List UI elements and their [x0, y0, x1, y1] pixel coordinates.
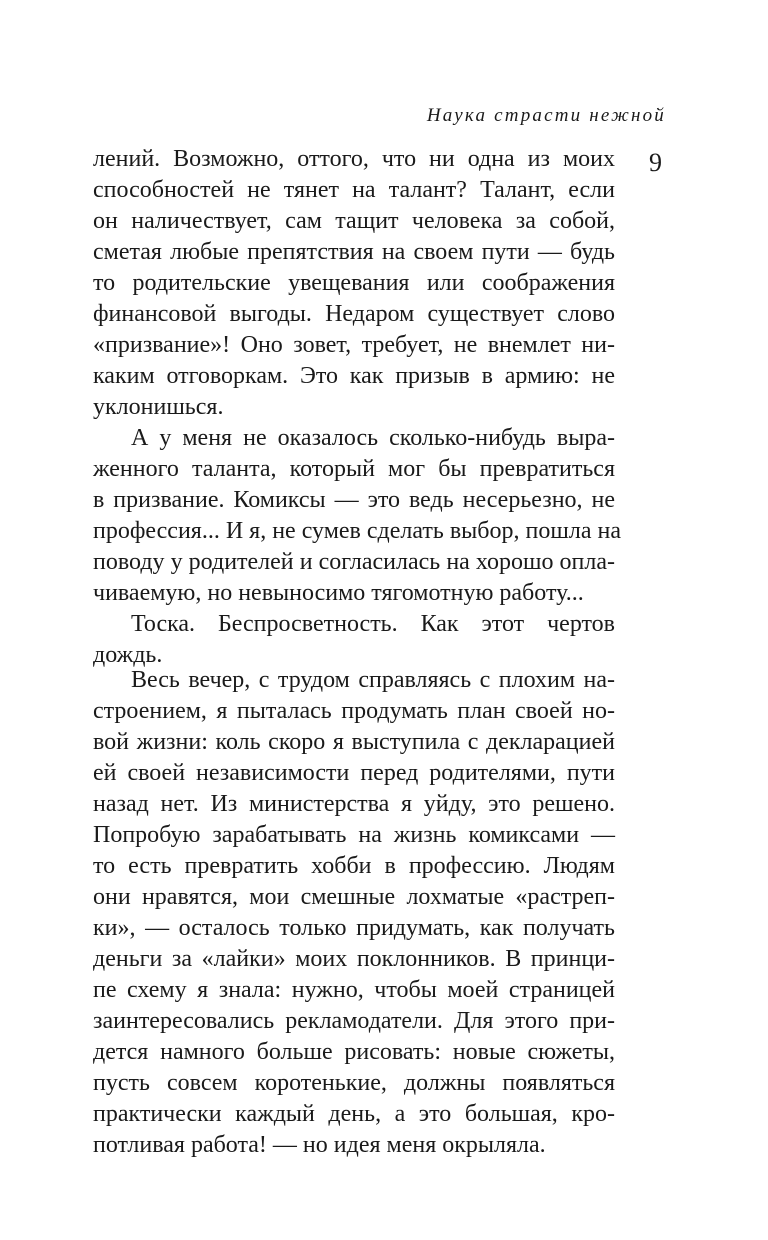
text-line: Попробую зарабатывать на жизнь комиксами —	[93, 822, 615, 848]
text-section-2	[93, 665, 615, 1161]
text-line: пусть совсем коротенькие, должны появляться	[93, 1070, 615, 1096]
text-section-1	[93, 144, 621, 671]
text-line: способностей не тянет на талант? Талант, если	[93, 177, 615, 203]
paragraph-start: А у меня не оказалось сколько-нибудь выра-	[131, 425, 615, 451]
text-line: лений. Возможно, оттого, что ни одна из моих	[93, 146, 615, 172]
text-line: профессия... И я, не сумев сделать выбор, пошла на	[93, 518, 621, 544]
text-line: ей своей независимости перед родителями, пути	[93, 760, 615, 786]
text-line: дется намного больше рисовать: новые сюжеты,	[93, 1039, 615, 1065]
text-line: чиваемую, но невыносимо тягомотную работу...	[93, 580, 584, 606]
text-line: деньги за «лайки» моих поклонников. В принци-	[93, 946, 615, 972]
text-line: каким отговоркам. Это как призыв в армию: не	[93, 363, 615, 389]
text-line: потливая работа! — но идея меня окрыляла.	[93, 1132, 546, 1158]
text-line: он наличествует, сам тащит человека за собой,	[93, 208, 615, 234]
text-line: практически каждый день, а это большая, кро-	[93, 1101, 615, 1127]
text-line: «призвание»! Оно зовет, требует, не внемлет ни-	[93, 332, 615, 358]
text-line: строением, я пыталась продумать план своей но-	[93, 698, 615, 724]
text-line: то родительские увещевания или соображения	[93, 270, 615, 296]
text-line: они нравятся, мои смешные лохматые «растреп-	[93, 884, 615, 910]
page-number: 9	[649, 148, 662, 177]
text-line: в призвание. Комиксы — это ведь несерьезно, не	[93, 487, 615, 513]
text-line: то есть превратить хобби в профессию. Людям	[93, 853, 615, 879]
text-line: ки», — осталось только придумать, как получать	[93, 915, 615, 941]
text-line: поводу у родителей и согласилась на хорошо опла-	[93, 549, 615, 575]
running-header: Наука страсти нежной	[426, 105, 666, 126]
paragraph-start: Тоска. Беспросветность. Как этот чертов	[131, 611, 615, 637]
text-line: вой жизни: коль скоро я выступила с декларацией	[93, 729, 615, 755]
text-line: финансовой выгоды. Недаром существует слово	[93, 301, 615, 327]
text-line: дождь.	[93, 642, 163, 668]
text-line: сметая любые препятствия на своем пути — будь	[93, 239, 615, 265]
text-line: назад нет. Из министерства я уйду, это решено.	[93, 791, 615, 817]
text-line: пе схему я знала: нужно, чтобы моей страницей	[93, 977, 615, 1003]
text-line: уклонишься.	[93, 394, 224, 420]
text-line: заинтересовались рекламодатели. Для этого при-	[93, 1008, 615, 1034]
text-line: женного таланта, который мог бы превратиться	[93, 456, 615, 482]
paragraph-start: Весь вечер, с трудом справляясь с плохим на-	[131, 667, 615, 693]
